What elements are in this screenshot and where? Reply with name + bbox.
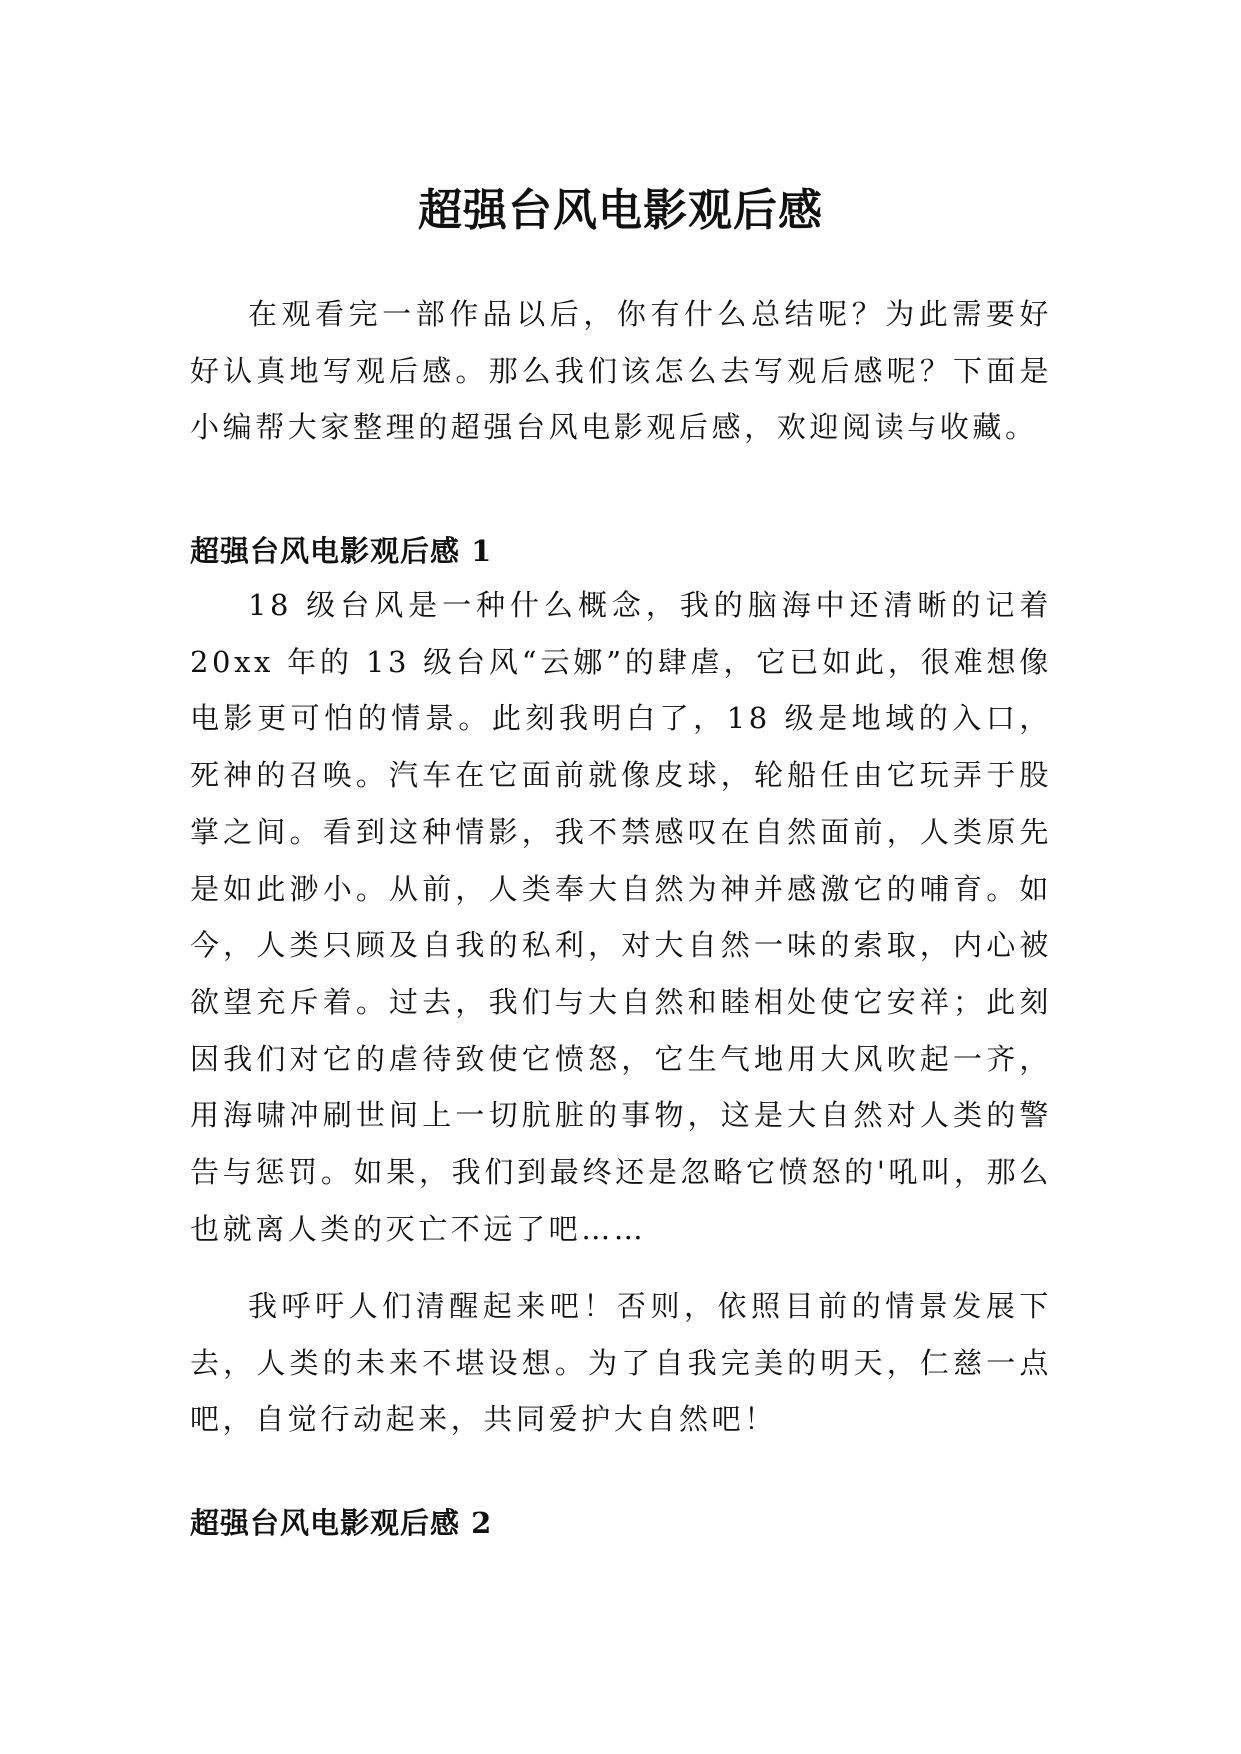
section-heading-2: 超强台风电影观后感 2: [190, 1506, 493, 1540]
section-1-paragraph-1: 18 级台风是一种什么概念，我的脑海中还清晰的记着 20xx 年的 13 级台风“云娜”的肆虐，它已如此，很难想像电影更可怕的情景。此刻我明白了，18 级是地域的入口，死神的召唤。汽车在它面前就像皮球，轮船任由它玩弄于股掌之间。看到这种情影，我不禁感叹在自然面前，人类原先是如此渺小。从前，人类奉大自然为神并感激它的哺育。如今，人类只顾及自我的私利，对大自然一味的索取，内心被欲望充斥着。过去，我们与大自然和睦相处使它安祥；此刻因我们对它的虐待致使它愤怒，它生气地用大风吹起一齐，用海啸冲刷世间上一切肮脏的事物，这是大自然对人类的警告与惩罚。如果，我们到最终还是忽略它愤怒的'吼叫，那么也就离人类的灭亡不远了吧……: [190, 588, 1052, 1246]
intro-paragraph: 在观看完一部作品以后，你有什么总结呢？为此需要好好认真地写观后感。那么我们该怎么去写观后感呢？下面是小编帮大家整理的超强台风电影观后感，欢迎阅读与收藏。: [190, 297, 1052, 445]
section-1-paragraph-2: 我呼吁人们清醒起来吧！否则，依照目前的情景发展下去，人类的未来不堪设想。为了自我完美的明天，仁慈一点吧，自觉行动起来，共同爱护大自然吧！: [190, 1289, 1052, 1437]
section-heading-1: 超强台风电影观后感 1: [190, 534, 493, 568]
document-title: 超强台风电影观后感: [418, 185, 823, 237]
